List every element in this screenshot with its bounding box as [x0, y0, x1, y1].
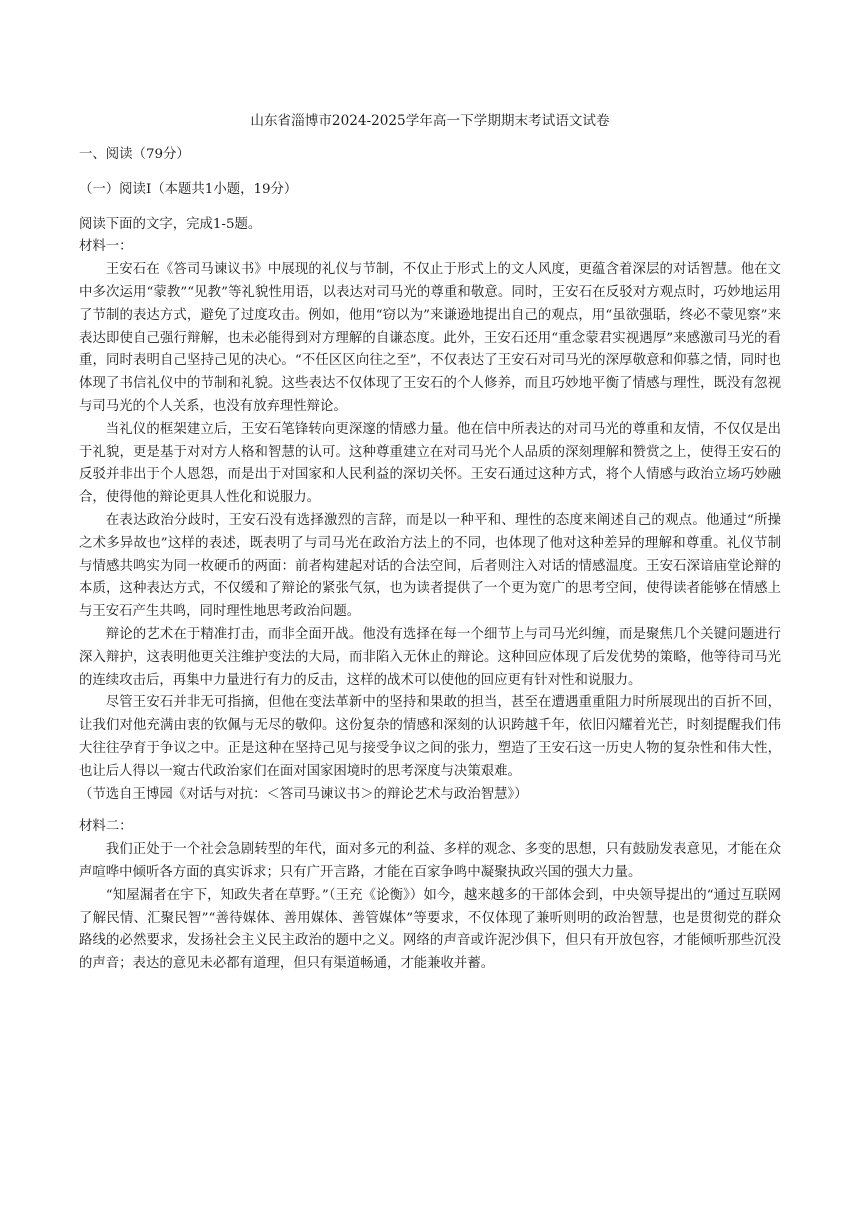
material-one-label: 材料一：	[79, 239, 133, 255]
material-one-paragraph-3: 在表达政治分歧时，王安石没有选择激烈的言辞，而是以一种平和、理性的态度来阐述自己的观点。他通过“所操之术多异故也”这样的表述，既表明了与司马光在政治方法上的不同，也体现了他对这种差异的理解和尊重。礼仪节制与情感共鸣实为同一枚硬币的两面：前者构建起对话的合法空间，后者则注入对话的情感温度。王安石深谙庙堂论辩的本质，这种表达方式，不仅缓和了辩论的紧张气氛，也为读者提供了一个更为宽广的思考空间，使得读者能够在情感上与王安石产生共鸣，同时理性地思考政治问题。	[79, 512, 781, 620]
material-one-source: （节选自王博园《对话与对抗：＜答司马谏议书＞的辩论艺术与政治智慧》）	[79, 786, 528, 802]
instruction-text: 阅读下面的文字，完成1-5题。	[79, 216, 262, 232]
section-spacer	[79, 806, 781, 816]
material-one-paragraph-5: 尽管王安石并非无可指摘，但他在变法革新中的坚持和果敢的担当，甚至在遭遇重重阻力时所展现出的百折不回，让我们对他充满由衷的钦佩与无尽的敬仰。这份复杂的情感和深刻的认识跨越千年，依旧闪耀着光芒，时刻提醒我们伟大往往孕育于争议之中。正是这种在坚持己见与接受争议之间的张力，塑造了王安石这一历史人物的复杂性和伟大性，也让后人得以一窥古代政治家们在面对国家困境时的思考深度与决策艰难。	[79, 695, 781, 779]
material-two-paragraph-2: “知屋漏者在宇下，知政失者在草野。”（王充《论衡》）如今，越来越多的干部体会到，中央领导提出的“通过互联网了解民情、汇聚民智”“善待媒体、善用媒体、善管媒体”等要求，不仅体现了兼听则明的政治智慧，也是贯彻党的群众路线的必然要求，发扬社会主义民主政治的题中之义。网络的声音或许泥沙俱下，但只有开放包容，才能倾听那些沉没的声音；表达的意见未必都有道理，但只有渠道畅通，才能兼收并蓄。	[79, 887, 781, 972]
exam-page	[79, 110, 781, 976]
material-one-paragraph-2: 当礼仪的框架建立后，王安石笔锋转向更深邃的情感力量。他在信中所表达的对司马光的尊重和友情，不仅仅是出于礼貌，更是基于对对方人格和智慧的认可。这种尊重建立在对司马光个人品质的深刻理解和赞赏之上，使得王安石的反驳并非出于个人恩怨，而是出于对国家和人民利益的深切关怀。王安石通过这种方式，将个人情感与政治立场巧妙融合，使得他的辩论更具人性化和说服力。	[79, 421, 781, 506]
sub-heading: （一）阅读Ⅰ（本题共1小题，19分）	[79, 181, 298, 197]
material-one-paragraph-1: 王安石在《答司马谏议书》中展现的礼仪与节制，不仅止于形式上的文人风度，更蕴含着深层的对话智慧。他在文中多次运用“蒙教”“见教”等礼貌性用语，以表达对司马光的尊重和敬意。同时，王安石在反驳对方观点时，巧妙地运用了节制的表达方式，避免了过度攻击。例如，他用“窃以为”来谦逊地提出自己的观点，用“虽欲强聒，终必不蒙见察”来表达即使自己强行辩解，也未必能得到对方理解的自谦态度。此外，王安石还用“重念蒙君实视遇厚”来感激司马光的看重，同时表明自己坚持己见的决心。“不任区区向往之至”，不仅表达了王安石对司马光的深厚敬意和仰慕之情，同时也体现了书信礼仪中的节制和礼貌。这些表达不仅体现了王安石的个人修养，而且巧妙地平衡了情感与理性，既没有忽视与司马光的个人关系，也没有放弃理性辩论。	[79, 262, 781, 414]
material-two	[79, 816, 781, 976]
material-two-paragraph-1: 我们正处于一个社会急剧转型的年代，面对多元的利益、多样的观念、多变的思想，只有鼓励发表意见，才能在众声喧哗中倾听各方面的真实诉求；只有广开言路，才能在百家争鸣中凝聚执政兴国的强大力量。	[79, 842, 781, 880]
section-heading: 一、阅读（79分）	[79, 147, 190, 162]
material-one-paragraph-4: 辩论的艺术在于精准打击，而非全面开战。他没有选择在每一个细节上与司马光纠缠，而是聚焦几个关键问题进行深入辩护，这表明他更关注维护变法的大局，而非陷入无休止的辩论。这种回应体现了后发优势的策略，他等待司马光的连续攻击后，再集中力量进行有力的反击，这样的战术可以使他的回应更有针对性和说服力。	[79, 626, 781, 688]
material-two-label: 材料二：	[79, 819, 133, 835]
exam-title: 山东省淄博市2024-2025学年高一下学期期末考试语文试卷	[250, 113, 610, 129]
material-one	[79, 236, 781, 806]
